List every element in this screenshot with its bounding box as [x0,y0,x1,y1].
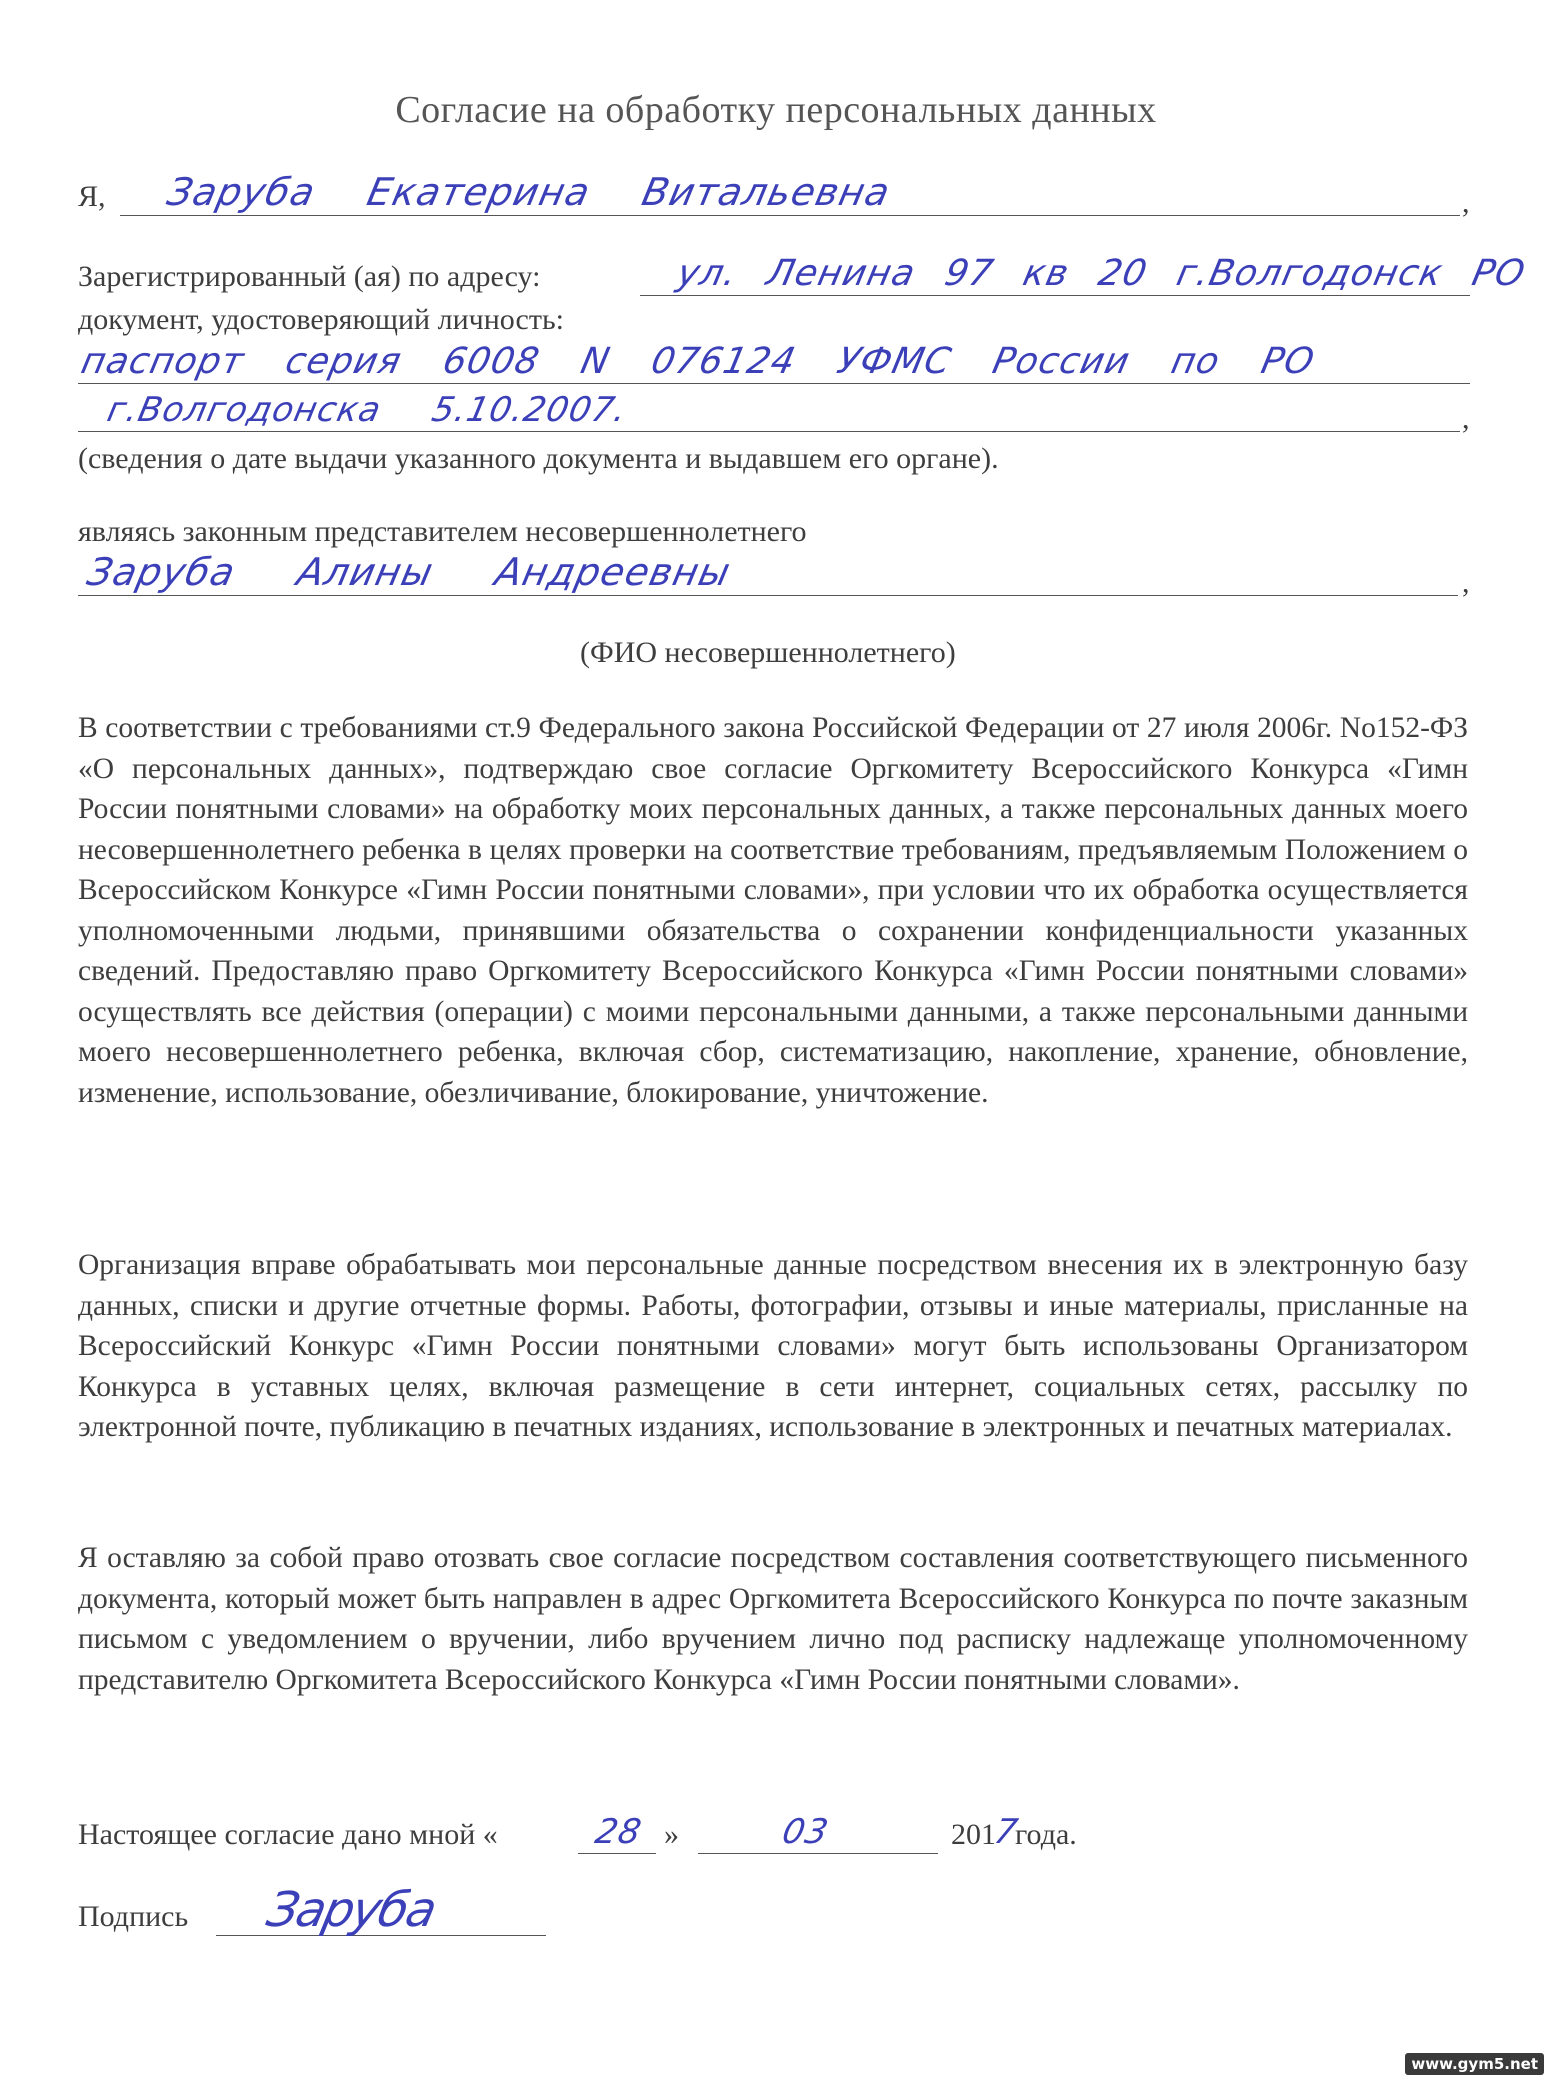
minor-name-underline [78,595,1458,596]
person-name-handwritten: Заруба Екатерина Витальевна [163,170,895,214]
date-mid: » [664,1818,679,1851]
address-label: Зарегистрированный (ая) по адресу: [78,260,541,293]
date-suffix: года. [1015,1818,1077,1851]
minor-name-comma: , [1462,566,1470,599]
address-value-handwritten: ул. Ленина 97 кв 20 г.Волгодонск РО [673,253,1530,294]
date-month-underline [698,1853,938,1854]
date-month-handwritten: 03 [778,1812,833,1852]
site-watermark: www.gym5.net [1405,2053,1544,2075]
date-day-underline [578,1853,656,1854]
date-year-digit-handwritten: 7 [990,1812,1022,1852]
address-underline [640,295,1470,296]
person-row [78,172,1468,220]
identity-doc-line1-handwritten: паспорт серия 6008 N 076124 УФМС России по РО [77,341,1319,382]
identity-doc-caption: (сведения о дате выдачи указанного документа и выдавшем его органе). [78,442,999,475]
signature-handwritten: Заруба [262,1882,441,1938]
consent-paragraph-1: В соответствии с требованиями ст.9 Федерального закона Российской Федерации от 27 июля 2006г. No152-ФЗ «О персональных данных», подтверждаю свое согласие Оргкомитету Всероссийского Конкурса «Гимн России понятными словами» на обработку моих персональных данных, а также персональных данных моего несовершеннолетнего ребенка в целях проверки на соответствие требованиям, предъявляемым Положением о Всероссийском Конкурсе «Гимн России понятными словами», при условии что их обработка осуществляется уполномоченными людьми, принявшими обязательства о сохранении конфиденциальности указанных сведений. Предоставляю право Оргкомитету Всероссийского Конкурса «Гимн России понятными словами» осуществлять все действия (операции) с моими персональными данными, а также персональными данными моего несовершеннолетнего ребенка, включая сбор, систематизацию, накопление, хранение, обновление, изменение, использование, обезличивание, блокирование, уничтожение. [78,712,1468,1109]
signature-row [78,1880,1468,1940]
consent-paragraph-3: Я оставляю за собой право отозвать свое согласие посредством составления соответствующего письменного документа, который может быть направлен в адрес Оргкомитета Всероссийского Конкурса по почте заказным письмом с уведомлением о вручении, либо вручением лично под расписку надлежаще уполномоченному представителю Оргкомитета Всероссийского Конкурса «Гимн России понятными словами». [78,1542,1468,1696]
document-title: Согласие на обработку персональных данных [395,89,1157,131]
minor-name-row [78,552,1468,600]
identity-doc-line2 [78,388,1468,436]
identity-doc-line2-handwritten: г.Волгодонска 5.10.2007. [103,390,631,430]
identity-doc-underline2 [78,431,1460,432]
date-row [78,1808,1468,1858]
date-day-handwritten: 28 [591,1812,646,1852]
address-row [78,252,1530,300]
identity-doc-comma: , [1462,402,1470,435]
person-label: Я, [78,180,106,213]
minor-name-caption: (ФИО несовершеннолетнего) [580,636,956,669]
person-comma: , [1462,186,1470,219]
date-prefix: Настоящее согласие дано мной « [78,1818,498,1851]
consent-paragraph-2: Организация вправе обрабатывать мои персональные данные посредством внесения их в электронную базу данных, списки и другие отчетные формы. Работы, фотографии, отзывы и иные материалы, присланные на Всероссийский Конкурс «Гимн России понятными словами» могут быть использованы Организатором Конкурса в уставных целях, включая размещение в сети интернет, социальных сетях, рассылку по электронной почте, публикацию в печатных изданиях, использование в электронных и печатных материалах. [78,1249,1468,1443]
person-underline [120,215,1460,216]
identity-doc-line1 [78,340,1468,388]
representative-label: являясь законным представителем несовершеннолетнего [78,515,807,548]
identity-doc-label: документ, удостоверяющий личность: [78,303,564,336]
signature-label: Подпись [78,1900,189,1933]
date-year-prefix: 201 [951,1818,996,1851]
identity-doc-underline1 [78,383,1470,384]
minor-name-handwritten: Заруба Алины Андреевны [83,550,735,594]
